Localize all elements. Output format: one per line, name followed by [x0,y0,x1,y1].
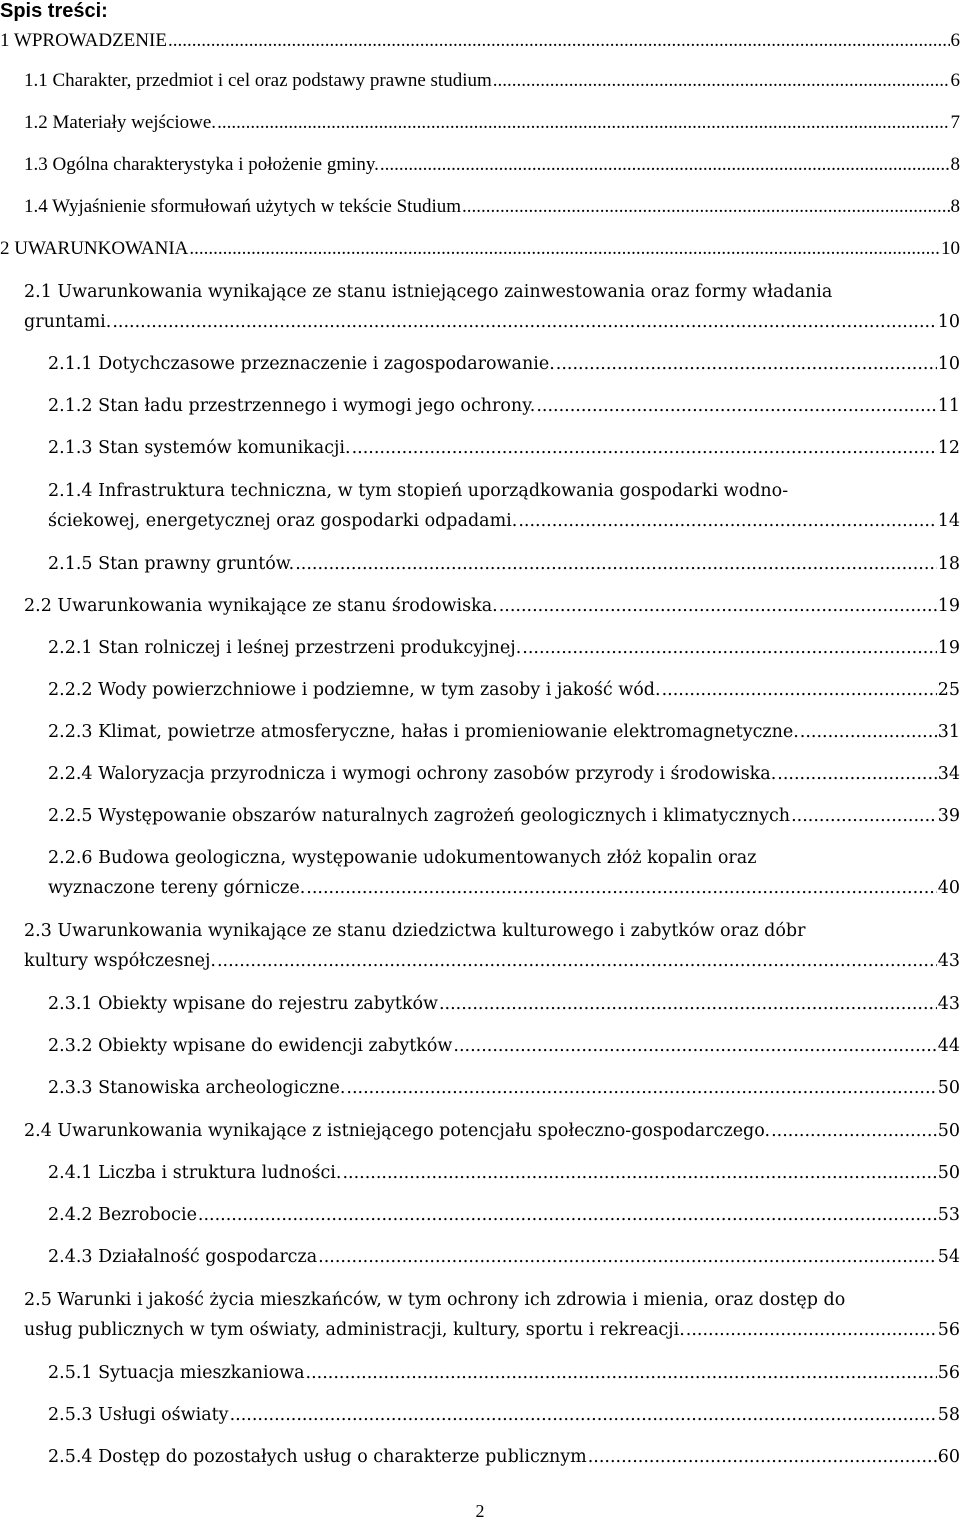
toc-entry-title: 2.5.3 Usługi oświaty [48,1405,229,1425]
toc-entry-title-continued: gruntami. [24,312,112,332]
toc-leader-dots [217,946,937,976]
toc-leader-dots [380,150,950,180]
toc-entry-page: 14 [937,511,960,531]
toc-entry[interactable] [24,66,960,96]
toc-leader-dots [342,1158,936,1188]
toc-entry-page: 19 [937,638,960,658]
toc-leader-dots [306,873,936,903]
toc-entry-title: 2.2.5 Występowanie obszarów naturalnych zagrożeń geologicznych i klimatycznych [48,806,791,826]
toc-entry-title: 2.3.3 Stanowiska archeologiczne. [48,1078,346,1098]
toc-entry-page: 8 [950,154,960,175]
toc-entry[interactable] [48,1242,960,1272]
toc-leader-dots [556,349,937,379]
toc-entry[interactable] [48,675,960,705]
toc-entry-page: 50 [937,1163,960,1183]
toc-leader-dots [518,506,936,536]
toc-entry[interactable] [24,277,960,337]
toc-entry-title: 2.1.1 Dotychczasowe przeznaczenie i zagospodarowanie. [48,354,555,374]
toc-entry-title: 2.4.3 Działalność gospodarcza [48,1247,318,1267]
toc-leader-dots [318,1242,937,1272]
toc-entry[interactable] [24,591,960,621]
toc-entry-title: 2.4 Uwarunkowania wynikające z istniejącego potencjału społeczno-gospodarczego. [24,1121,771,1141]
toc-entry-title: 2.1 Uwarunkowania wynikające ze stanu istniejącego zainwestowania oraz formy władania [24,282,833,302]
toc-entry-title: 2.2.4 Waloryzacja przyrodnicza i wymogi ochrony zasobów przyrody i środowiska. [48,764,777,784]
toc-entry-page: 39 [937,806,960,826]
toc-entry-title: 2.2.3 Klimat, powietrze atmosferyczne, hałas i promieniowanie elektromagnetyczne. [48,722,799,742]
toc-entry-title-continued: kultury współczesnej. [24,951,216,971]
toc-leader-dots [800,717,937,747]
toc-leader-dots [168,26,950,56]
toc-entry-title: 2 UWARUNKOWANIA [0,238,189,259]
toc-entry[interactable] [24,1285,960,1345]
toc-leader-dots [306,1358,937,1388]
page-number: 2 [475,1501,485,1521]
toc-entry-title: 2.1.4 Infrastruktura techniczna, w tym stopień uporządkowania gospodarki wodno- [48,481,789,501]
toc-entry-page: 60 [937,1447,960,1467]
toc-entry-page: 19 [937,596,960,616]
toc-title: Spis treści: [0,0,108,22]
toc-leader-dots [522,633,936,663]
toc-entry-page: 10 [941,238,960,259]
toc-leader-dots [217,108,949,138]
toc-entry[interactable] [48,349,960,379]
toc-leader-dots [662,675,937,705]
toc-entry-title: 1.1 Charakter, przedmiot i cel oraz podstawy prawne studium [24,70,492,91]
toc-leader-dots [346,1073,936,1103]
toc-entry[interactable] [24,150,960,180]
toc-entry[interactable] [48,1073,960,1103]
toc-entry[interactable] [48,549,960,579]
toc-entry[interactable] [48,843,960,903]
toc-entry[interactable] [48,1200,960,1230]
toc-leader-dots [462,192,949,222]
toc-entry-page: 34 [937,764,960,784]
toc-entry[interactable] [48,633,960,663]
toc-entry-page: 50 [937,1121,960,1141]
toc-entry[interactable] [48,1442,960,1472]
toc-entry-title: 2.3.2 Obiekty wpisane do ewidencji zabytków [48,1036,453,1056]
toc-entry[interactable] [48,801,960,831]
toc-entry[interactable] [48,989,960,1019]
toc-entry-page: 31 [937,722,960,742]
toc-entry-page: 25 [937,680,960,700]
toc-entry-page: 43 [937,994,960,1014]
toc-entry[interactable] [24,192,960,222]
toc-entry-page: 53 [937,1205,960,1225]
toc-entry-title-continued: usług publicznych w tym oświaty, administracji, kultury, sportu i rekreacji. [24,1320,685,1340]
toc-leader-dots [536,391,936,421]
toc-entry-title: 2.2.1 Stan rolniczej i leśnej przestrzeni produkcyjnej. [48,638,522,658]
toc-entry[interactable] [24,1116,960,1146]
toc-entry-title: 2.4.2 Bezrobocie [48,1205,197,1225]
toc-entry[interactable] [0,26,960,56]
toc-entry-title: 2.1.3 Stan systemów komunikacji. [48,438,351,458]
toc-entry[interactable] [0,234,960,264]
toc-entry-title: 2.5.4 Dostęp do pozostałych usług o charakterze publicznym [48,1447,587,1467]
toc-leader-dots [499,591,937,621]
toc-entry-title: 2.1.5 Stan prawny gruntów. [48,554,295,574]
toc-leader-dots [198,1200,937,1230]
toc-entry[interactable] [48,1358,960,1388]
toc-entry[interactable] [48,391,960,421]
toc-entry-title: 2.3 Uwarunkowania wynikające ze stanu dziedzictwa kulturowego i zabytków oraz dóbr [24,921,806,941]
toc-entry-page: 7 [950,112,960,133]
toc-entry-page: 58 [937,1405,960,1425]
toc-leader-dots [686,1315,937,1345]
toc-entry[interactable] [48,476,960,536]
toc-entry[interactable] [48,1400,960,1430]
toc-entry-page: 18 [937,554,960,574]
toc-entry-page: 44 [937,1036,960,1056]
toc-entry-page: 50 [937,1078,960,1098]
toc-leader-dots [777,759,936,789]
toc-entry[interactable] [48,433,960,463]
toc-leader-dots [453,1031,936,1061]
toc-entry-page: 43 [937,951,960,971]
toc-entry-page: 56 [937,1320,960,1340]
toc-entry-page: 40 [937,878,960,898]
toc-leader-dots [439,989,937,1019]
toc-leader-dots [189,234,940,264]
toc-entry-page: 56 [937,1363,960,1383]
toc-leader-dots [493,66,950,96]
toc-entry-title: 2.2.2 Wody powierzchniowe i podziemne, w tym zasoby i jakość wód. [48,680,661,700]
toc-entry-page: 6 [950,70,960,91]
toc-entry-title: 2.2 Uwarunkowania wynikające ze stanu środowiska. [24,596,498,616]
toc-entry-title: 1.2 Materiały wejściowe. [24,112,217,133]
toc-entry-page: 10 [937,312,960,332]
toc-entry[interactable] [48,759,960,789]
toc-leader-dots [352,433,937,463]
toc-entry[interactable] [24,916,960,976]
toc-entry-title: 2.5 Warunki i jakość życia mieszkańców, w tym ochrony ich zdrowia i mienia, oraz dostęp do [24,1290,846,1310]
toc-entry-page: 12 [937,438,960,458]
toc-entry-title-continued: ściekowej, energetycznej oraz gospodarki odpadami. [48,511,518,531]
toc-entry-title: 2.4.1 Liczba i struktura ludności. [48,1163,342,1183]
toc-entry-page: 6 [950,30,960,51]
toc-entry-title: 1 WPROWADZENIE [0,30,167,51]
toc-leader-dots [588,1442,937,1472]
toc-entry-title: 1.4 Wyjaśnienie sformułowań użytych w tekście Studium [24,196,462,217]
toc-leader-dots [295,549,936,579]
toc-entry-title: 2.5.1 Sytuacja mieszkaniowa [48,1363,305,1383]
toc-leader-dots [112,307,936,337]
toc-entry[interactable] [48,1031,960,1061]
toc-entry[interactable] [24,108,960,138]
toc-entry-page: 10 [937,354,960,374]
toc-entry-title: 2.3.1 Obiekty wpisane do rejestru zabytków [48,994,438,1014]
toc-entry-title: 1.3 Ogólna charakterystyka i położenie gminy. [24,154,379,175]
toc-entry-title-continued: wyznaczone tereny górnicze. [48,878,306,898]
toc-entry-page: 54 [937,1247,960,1267]
toc-entry-page: 8 [950,196,960,217]
toc-entry-page: 11 [937,396,960,416]
toc-entry[interactable] [48,1158,960,1188]
toc-leader-dots [771,1116,937,1146]
toc-entry-title: 2.2.6 Budowa geologiczna, występowanie udokumentowanych złóż kopalin oraz [48,848,757,868]
toc-leader-dots [791,801,937,831]
toc-leader-dots [230,1400,937,1430]
toc-entry[interactable] [48,717,960,747]
toc-entry-title: 2.1.2 Stan ładu przestrzennego i wymogi jego ochrony. [48,396,536,416]
